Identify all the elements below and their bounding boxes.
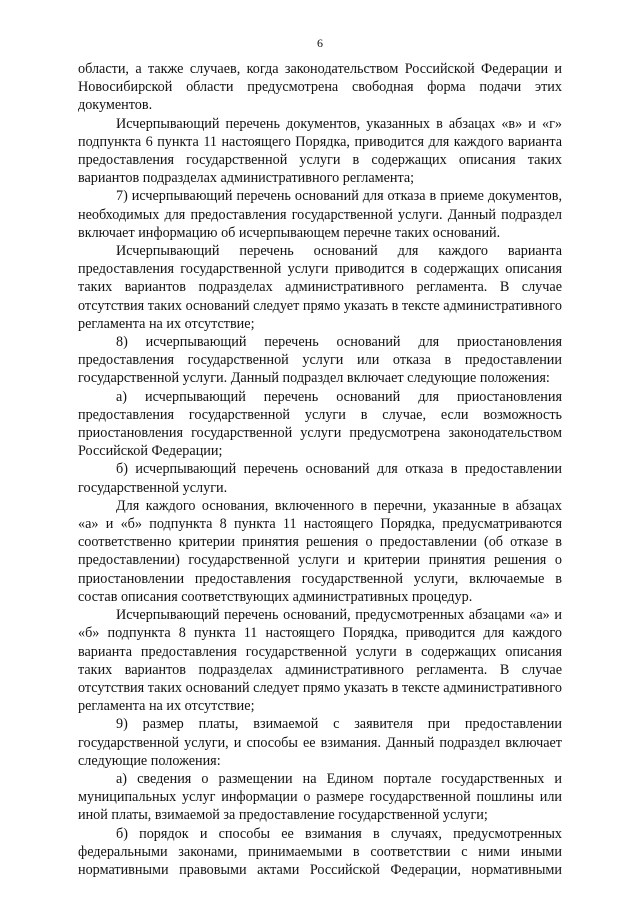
paragraph: а) исчерпывающий перечень оснований для приостановления предоставления государственной услуги в случае, если возможность приостановления государственной услуги предусмотрена законодательством Российской Федерации;: [78, 388, 562, 460]
paragraph: Исчерпывающий перечень оснований для каждого варианта предоставления государственной услуги приводится в содержащих описания таких вариантов подразделах административного регламента. В случае отсутствия таких оснований следует прямо указать в тексте административного регламента на их отсутствие;: [78, 243, 562, 332]
paragraph: 7) исчерпывающий перечень оснований для отказа в приеме документов, необходимых для предоставления государственной услуги. Данный подраздел включает информацию об исчерпывающем перечне таких оснований.: [78, 188, 562, 241]
paragraph: 8) исчерпывающий перечень оснований для приостановления предоставления государственной услуги или отказа в предоставлении государственной услуги. Данный подраздел включает следующие положения:: [78, 334, 562, 387]
paragraph: Для каждого основания, включенного в перечни, указанные в абзацах «а» и «б» подпункта 8 пункта 11 настоящего Порядка, предусматриваются соответственно критерии принятия решения о предоставлении (об отказе в предоставлении) государственной услуги и критерии принятия решения о приостановлении предоставления государственной услуги, включаемые в состав описания соответствующих административных процедур.: [78, 497, 562, 605]
paragraph: области, а также случаев, когда законодательством Российской Федерации и Новосибирской области предусмотрена свободная форма подачи этих документов.: [78, 61, 562, 114]
paragraph: Исчерпывающий перечень оснований, предусмотренных абзацами «а» и «б» подпункта 8 пункта 11 настоящего Порядка, приводится для каждого варианта предоставления государственной услуги в содержащих описания таких вариантов подразделах административного регламента. В случае отсутствия таких оснований следует прямо указать в тексте административного регламента на их отсутствие;: [78, 607, 562, 715]
paragraph: Исчерпывающий перечень документов, указанных в абзацах «в» и «г» подпункта 6 пункта 11 настоящего Порядка, приводится для каждого варианта предоставления государственной услуги в содержащих описания таких вариантов подразделах административного регламента;: [78, 115, 562, 187]
page-number: 6: [317, 36, 323, 50]
paragraph: а) сведения о размещении на Едином портале государственных и муниципальных услуг информации о размере государственной пошлины или иной платы, взимаемой за предоставление государственной услуги;: [78, 770, 562, 824]
paragraph: 9) размер платы, взимаемой с заявителя при предоставлении государственной услуги, и способы ее взимания. Данный подраздел включает следующие положения:: [78, 716, 562, 769]
paragraph: б) исчерпывающий перечень оснований для отказа в предоставлении государственной услуги.: [78, 461, 562, 496]
document-body: [78, 60, 562, 879]
paragraph: б) порядок и способы ее взимания в случаях, предусмотренных федеральными законами, принимаемыми в соответствии с ними иными нормативными правовыми актами Российской Федерации, нормативными: [78, 825, 562, 878]
